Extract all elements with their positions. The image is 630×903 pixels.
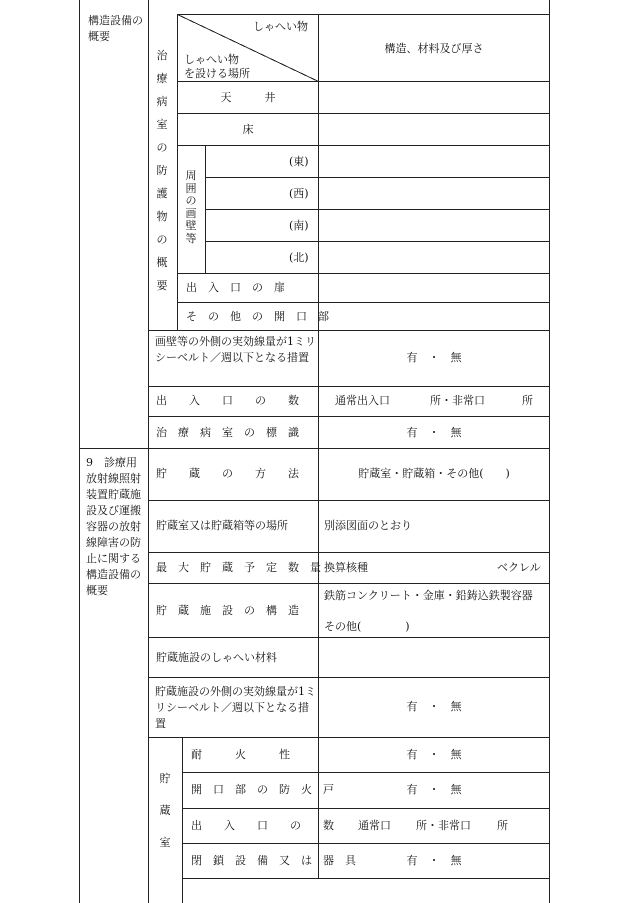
floor-label: 床	[242, 123, 254, 136]
storage-structure-value-2: その他( )	[324, 620, 410, 633]
entrance-unit: 所	[522, 394, 533, 407]
max-amount-prefix: 換算核種	[324, 561, 368, 574]
fireproof-label: 耐 火 性	[191, 748, 290, 761]
storeroom-group-label: 貯蔵室	[159, 772, 171, 849]
wall-east-label: (東)	[289, 155, 309, 168]
storage-place-label: 貯蔵室又は貯蔵箱等の場所	[156, 519, 288, 532]
entrance-count-label: 出 入 口 の 数	[156, 394, 299, 407]
outside-dose-label: 貯蔵施設の外側の実効線量が1ミリシーベルト／週以下となる措置	[155, 685, 316, 730]
diagonal-header-bottom-line1: しゃへい物	[184, 53, 239, 66]
entrance-emergency: 所・非常口	[430, 394, 485, 407]
entrance-door-label: 出 入 口 の 扉	[186, 281, 285, 294]
measure-label: 画壁等の外側の実効線量が1ミリシーベルト／週以下となる措置	[155, 335, 316, 364]
wall-north-label: (北)	[289, 251, 309, 264]
max-amount-label: 最 大 貯 蔵 予 定 数 量	[156, 561, 321, 574]
diagonal-header-top: しゃへい物	[253, 20, 308, 33]
wall-south-label: (南)	[289, 219, 309, 232]
section-8-label: 構造設備の概要	[88, 14, 143, 43]
lock-device-label: 閉 鎖 設 備 又 は 器 具	[191, 854, 356, 867]
storage-place-value: 別添図面のとおり	[324, 519, 412, 532]
storage-method-label: 貯 蔵 の 方 法	[156, 467, 299, 480]
max-amount-unit: ベクレル	[497, 561, 541, 574]
room-entrance-unit: 所	[497, 819, 508, 832]
room-sign-label: 治 療 病 室 の 標 識	[156, 426, 299, 439]
fire-door-label: 開 口 部 の 防 火 戸	[191, 783, 334, 796]
entrance-normal: 通常出入口	[335, 394, 390, 407]
storage-structure-value-1: 鉄筋コンクリート・金庫・鉛鋳込鉄製容器	[324, 589, 533, 602]
diagonal-header-bottom-line2: を設ける場所	[184, 67, 250, 80]
lock-device-value: 有 ・ 無	[406, 854, 462, 867]
wall-west-label: (西)	[289, 187, 309, 200]
storage-structure-label: 貯 蔵 施 設 の 構 造	[156, 604, 299, 617]
section-9-label: 9 診療用放射線照射装置貯蔵施設及び運搬容器の放射線障害の防止に関する構造設備の概要	[86, 456, 141, 597]
room-protection-group-label: 治療病室の防護物の概要	[156, 49, 168, 292]
measure-value: 有 ・ 無	[406, 351, 462, 364]
room-entrance-count-label: 出 入 口 の 数	[191, 819, 334, 832]
room-sign-value: 有 ・ 無	[406, 426, 462, 439]
outside-dose-value: 有 ・ 無	[406, 700, 462, 713]
shield-material-label: 貯蔵施設のしゃへい材料	[156, 651, 277, 664]
fireproof-value: 有 ・ 無	[406, 748, 462, 761]
ceiling-label: 天 井	[220, 91, 276, 104]
room-entrance-emergency: 所・非常口	[416, 819, 471, 832]
fire-door-value: 有 ・ 無	[406, 783, 462, 796]
other-openings-label: そ の 他 の 開 口 部	[186, 310, 329, 323]
structure-header: 構造、材料及び厚さ	[384, 42, 484, 55]
room-entrance-normal: 通常口	[358, 819, 391, 832]
surrounding-walls-label: 周囲の画壁等	[185, 169, 197, 245]
storage-method-value: 貯蔵室・貯蔵箱・その他( )	[358, 467, 510, 480]
